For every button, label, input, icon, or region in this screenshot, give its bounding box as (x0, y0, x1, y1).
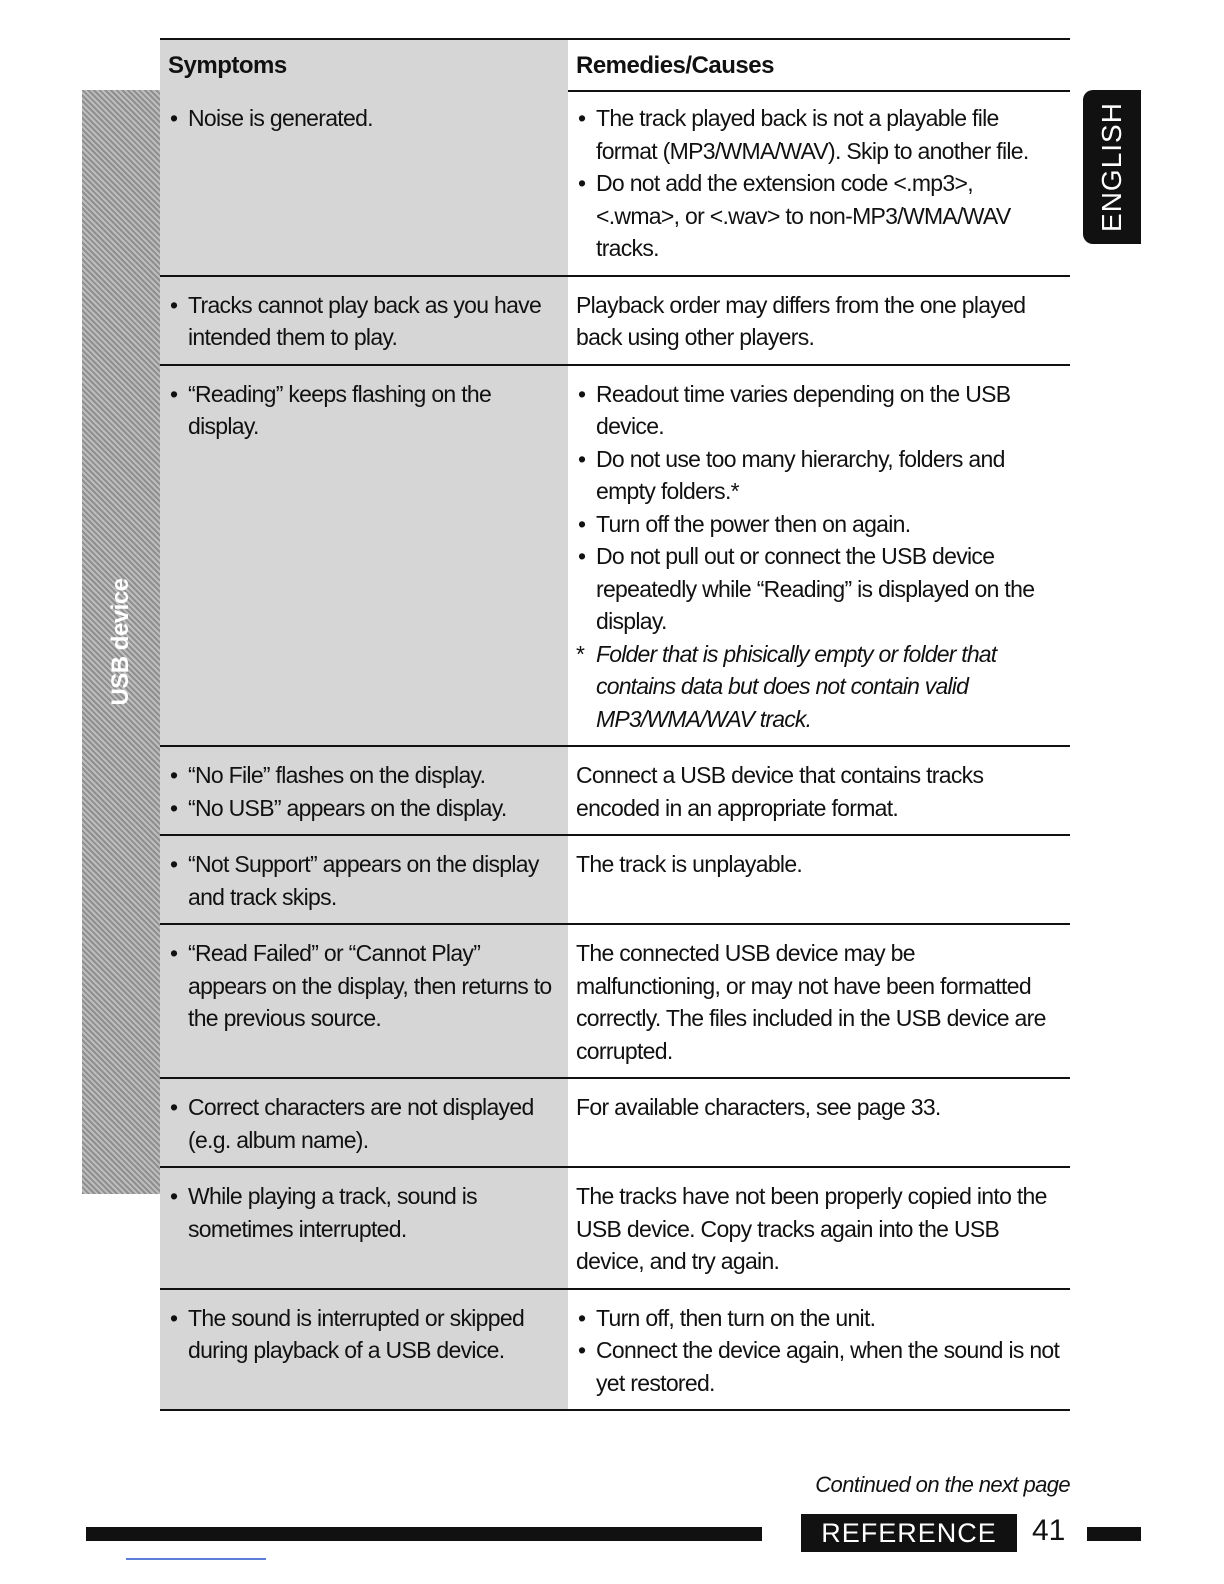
symptom-cell (160, 925, 568, 1077)
symptom-cell (160, 90, 568, 275)
symptom-item: • “Not Support” appears on the display and track skips. (168, 848, 556, 913)
table-row (160, 836, 1070, 925)
remedy-item: • Do not add the extension code <.mp3>, <.wma>, or <.wav> to non-MP3/WMA/WAV tracks. (576, 167, 1060, 265)
remedies-heading: Remedies/Causes (576, 52, 774, 79)
symptom-item: • “Read Failed” or “Cannot Play” appears on the display, then returns to the previous source. (168, 937, 556, 1035)
remedy-item: • Do not use too many hierarchy, folders and empty folders.* (576, 443, 1060, 508)
english-language-tab (1083, 90, 1141, 244)
footnote (576, 638, 1060, 736)
remedy-cell (568, 1168, 1070, 1288)
remedy-text: Playback order may differs from the one played back using other players. (576, 291, 1026, 350)
table-row (160, 90, 1070, 277)
reference-section-label (801, 1514, 1017, 1552)
remedy-item: • Connect the device again, when the sound is not yet restored. (576, 1334, 1060, 1399)
remedy-cell (568, 277, 1070, 364)
symptom-cell (160, 1168, 568, 1288)
table-row (160, 277, 1070, 366)
symptom-item: • “No File” flashes on the display. (168, 759, 556, 792)
symptom-item: • While playing a track, sound is sometimes interrupted. (168, 1180, 556, 1245)
footer-rule-right (1087, 1527, 1141, 1541)
language-tab-label: ENGLISH (1096, 102, 1127, 232)
footnote-marker: * (576, 640, 585, 667)
remedy-item: • Turn off the power then on again. (576, 508, 1060, 541)
symptom-item: • Correct characters are not displayed (e.g. album name). (168, 1091, 556, 1156)
symptoms-heading: Symptoms (168, 52, 287, 79)
symptom-cell (160, 1290, 568, 1410)
table-row (160, 1079, 1070, 1168)
symptom-cell (160, 747, 568, 834)
symptom-cell (160, 1079, 568, 1166)
remedy-text: Connect a USB device that contains tracks encoded in an appropriate format. (576, 762, 984, 821)
remedy-text: For available characters, see page 33. (576, 1094, 941, 1120)
reference-label-text: REFERENCE (821, 1518, 997, 1548)
remedy-cell (568, 925, 1070, 1077)
symptom-item: • Noise is generated. (168, 102, 556, 135)
footnote-text: Folder that is phisically empty or folder that contains data but does not contain valid MP3/WMA/WAV track. (596, 640, 997, 732)
usb-device-section-tab (82, 90, 160, 1194)
remedy-text: The connected USB device may be malfunctioning, or may not have been formatted correctly. The files included in the USB device are corrupted. (576, 940, 1046, 1064)
symptom-cell (160, 836, 568, 923)
table-row (160, 1290, 1070, 1412)
remedy-item: • Turn off, then turn on the unit. (576, 1302, 1060, 1335)
remedy-cell (568, 366, 1070, 746)
symptom-cell (160, 366, 568, 746)
symptom-item: • Tracks cannot play back as you have intended them to play. (168, 289, 556, 354)
continued-note: Continued on the next page (815, 1472, 1070, 1497)
symptom-item: • “Reading” keeps flashing on the display. (168, 378, 556, 443)
remedy-item: • The track played back is not a playable file format (MP3/WMA/WAV). Skip to another file. (576, 102, 1060, 167)
footer-underline (126, 1558, 266, 1560)
remedy-cell (568, 90, 1070, 275)
table-row (160, 366, 1070, 748)
symptom-item: • “No USB” appears on the display. (168, 792, 556, 825)
table-row (160, 925, 1070, 1079)
remedy-item: • Readout time varies depending on the USB device. (576, 378, 1060, 443)
remedy-item: • Do not pull out or connect the USB device repeatedly while “Reading” is displayed on the display. (576, 540, 1060, 638)
symptom-cell (160, 277, 568, 364)
remedy-text: The track is unplayable. (576, 851, 803, 877)
page-number: 41 (1032, 1514, 1066, 1547)
remedy-cell (568, 836, 1070, 923)
remedy-cell (568, 747, 1070, 834)
symptom-item: • The sound is interrupted or skipped during playback of a USB device. (168, 1302, 556, 1367)
troubleshooting-table (160, 90, 1070, 1411)
remedy-cell (568, 1079, 1070, 1166)
remedy-cell (568, 1290, 1070, 1410)
table-row (160, 1168, 1070, 1290)
table-header (160, 38, 1070, 92)
section-tab-label: USB device (107, 578, 134, 706)
remedy-text: The tracks have not been properly copied into the USB device. Copy tracks again into the USB device, and try again. (576, 1183, 1047, 1274)
footer-rule-left (86, 1527, 762, 1541)
table-row (160, 747, 1070, 836)
